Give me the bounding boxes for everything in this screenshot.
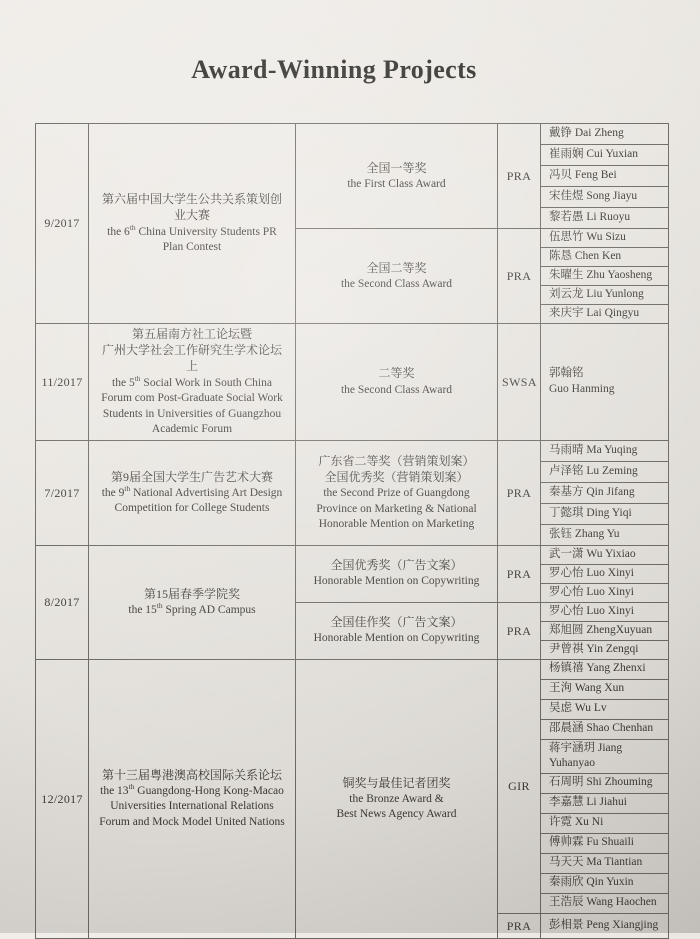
award-name-en: the Second Prize of Guangdong Province on Marketing & National Honorable Mention on Marketing xyxy=(316,487,477,531)
date-cell: 7/2017 xyxy=(36,440,89,545)
award-name-en: the First Class Award xyxy=(347,177,446,190)
winner-name-cell: 邵晨涵 Shao Chenhan xyxy=(541,719,669,739)
winner-name-cell: 蒋宇涵玥 Jiang Yuhanyao xyxy=(541,739,669,773)
award-cell xyxy=(296,124,498,229)
table-row xyxy=(36,659,669,679)
award-name-en: the Bronze Award & Best News Agency Award xyxy=(336,792,457,821)
project-cell xyxy=(89,124,296,324)
date-cell: 12/2017 xyxy=(36,659,89,938)
winner-name-cell: 王浩辰 Wang Haochen xyxy=(541,893,669,913)
winner-name-cell: 张钰 Zhang Yu xyxy=(541,524,669,545)
award-name-zh: 铜奖与最佳记者团奖 xyxy=(342,775,451,790)
org-cell: PRA xyxy=(498,124,541,229)
org-cell: SWSA xyxy=(498,324,541,441)
project-name-en: the 9th National Advertising Art Design Competition for College Students xyxy=(101,483,283,515)
winner-name-cell: 冯贝 Feng Bei xyxy=(541,166,669,187)
award-name-en: the Second Class Award xyxy=(340,383,453,396)
table-row xyxy=(36,324,669,441)
award-name-zh: 广东省二等奖（营销策划案） 全国优秀奖（营销策划案） xyxy=(318,453,475,484)
winner-name-cell: 戴铮 Dai Zheng xyxy=(541,124,669,145)
org-cell: PRA xyxy=(498,545,541,602)
winner-name-cell: 王洵 Wang Xun xyxy=(541,679,669,699)
award-name-zh: 全国优秀奖（广告文案） xyxy=(330,558,463,573)
project-cell xyxy=(89,440,296,545)
project-name-en: the 6th China University Students PR Plan Contest xyxy=(107,222,277,254)
table-row xyxy=(36,440,669,461)
project-name-zh: 第15届春季学院奖 xyxy=(143,586,240,601)
winner-name-cell: 罗心怡 Luo Xinyi xyxy=(541,564,669,583)
winner-name-cell: 丁懿琪 Ding Yiqi xyxy=(541,503,669,524)
winner-name-cell: 秦基方 Qin Jifang xyxy=(541,482,669,503)
winner-name-cell: 杨镇禧 Yang Zhenxi xyxy=(541,659,669,679)
org-cell: PRA xyxy=(498,440,541,545)
award-name-en: Honorable Mention on Copywriting xyxy=(313,575,480,588)
winner-name-cell: 刘云龙 Liu Yunlong xyxy=(541,286,669,305)
winner-name-cell: 卢泽铭 Lu Zeming xyxy=(541,461,669,482)
date-cell: 9/2017 xyxy=(36,124,89,324)
page-title: Award-Winning Projects xyxy=(191,55,477,84)
winner-name-cell: 许霓 Xu Ni xyxy=(541,813,669,833)
winner-name-cell: 陈恳 Chen Ken xyxy=(541,248,669,267)
project-name-en: the 13th Guangdong-Hong Kong-Macao Universities International Relations Forum and Mock Model United Nations xyxy=(99,782,285,828)
org-cell: PRA xyxy=(498,913,541,938)
award-cell xyxy=(296,229,498,324)
table-row xyxy=(36,124,669,145)
awards-table-wrapper xyxy=(35,123,669,939)
award-cell xyxy=(296,602,498,659)
award-cell xyxy=(296,440,498,545)
winner-name-cell: 郭翰铭 Guo Hanming xyxy=(541,324,669,441)
winner-name-cell: 马雨晴 Ma Yuqing xyxy=(541,440,669,461)
awards-table xyxy=(35,123,669,939)
project-name-en: the 5th Social Work in South China Forum com Post-Graduate Social Work Students in Universities of Guangzhou Academic Forum xyxy=(101,373,283,436)
award-name-zh: 全国佳作奖（广告文案） xyxy=(330,615,463,630)
award-name-en: Honorable Mention on Copywriting xyxy=(313,632,480,645)
winner-name-cell: 吴虑 Wu Lv xyxy=(541,699,669,719)
winner-name-cell: 罗心怡 Luo Xinyi xyxy=(541,602,669,621)
winner-name-cell: 傅帅霖 Fu Shuaili xyxy=(541,833,669,853)
award-name-zh: 二等奖 xyxy=(378,366,415,381)
winner-name-cell: 石周明 Shi Zhouming xyxy=(541,773,669,793)
project-name-zh: 第六届中国大学生公共关系策划创业大赛 xyxy=(101,192,282,223)
winner-name-cell: 来庆宇 Lai Qingyu xyxy=(541,305,669,324)
project-cell xyxy=(89,545,296,659)
award-cell xyxy=(296,659,498,938)
award-name-zh: 全国一等奖 xyxy=(366,160,427,175)
winner-name-cell: 崔雨娴 Cui Yuxian xyxy=(541,145,669,166)
winner-name-cell: 伍思竹 Wu Sizu xyxy=(541,229,669,248)
winner-name-cell: 罗心怡 Luo Xinyi xyxy=(541,583,669,602)
winner-name-cell: 宋佳煜 Song Jiayu xyxy=(541,187,669,208)
award-cell xyxy=(296,324,498,441)
winner-name-cell: 马天天 Ma Tiantian xyxy=(541,853,669,873)
project-name-zh: 第9届全国大学生广告艺术大赛 xyxy=(110,469,273,484)
winner-name-cell: 武一潇 Wu Yixiao xyxy=(541,545,669,564)
project-name-zh: 第五届南方社工论坛暨 广州大学社会工作研究生学术论坛上 xyxy=(101,327,282,374)
winner-name-cell: 李嘉慧 Li Jiahui xyxy=(541,793,669,813)
winner-name-cell: 秦雨欣 Qin Yuxin xyxy=(541,873,669,893)
date-cell: 8/2017 xyxy=(36,545,89,659)
org-cell: GIR xyxy=(498,659,541,913)
project-name-en: the 15th Spring AD Campus xyxy=(128,601,256,616)
org-cell: PRA xyxy=(498,602,541,659)
winner-name-cell: 朱曜生 Zhu Yaosheng xyxy=(541,267,669,286)
winner-name-cell: 尹曾祺 Yin Zengqi xyxy=(541,640,669,659)
org-cell: PRA xyxy=(498,229,541,324)
award-name-en: the Second Class Award xyxy=(340,277,453,290)
award-cell xyxy=(296,545,498,602)
winner-name-cell: 郑旭圆 ZhengXuyuan xyxy=(541,621,669,640)
date-cell: 11/2017 xyxy=(36,324,89,441)
winner-name-cell: 彭相景 Peng Xiangjing xyxy=(541,913,669,938)
winner-name-cell: 黎若愚 Li Ruoyu xyxy=(541,208,669,229)
project-cell xyxy=(89,659,296,938)
award-name-zh: 全国二等奖 xyxy=(366,260,427,275)
project-name-zh: 第十三届粤港澳高校国际关系论坛 xyxy=(101,767,282,782)
table-row xyxy=(36,545,669,564)
project-cell xyxy=(89,324,296,441)
